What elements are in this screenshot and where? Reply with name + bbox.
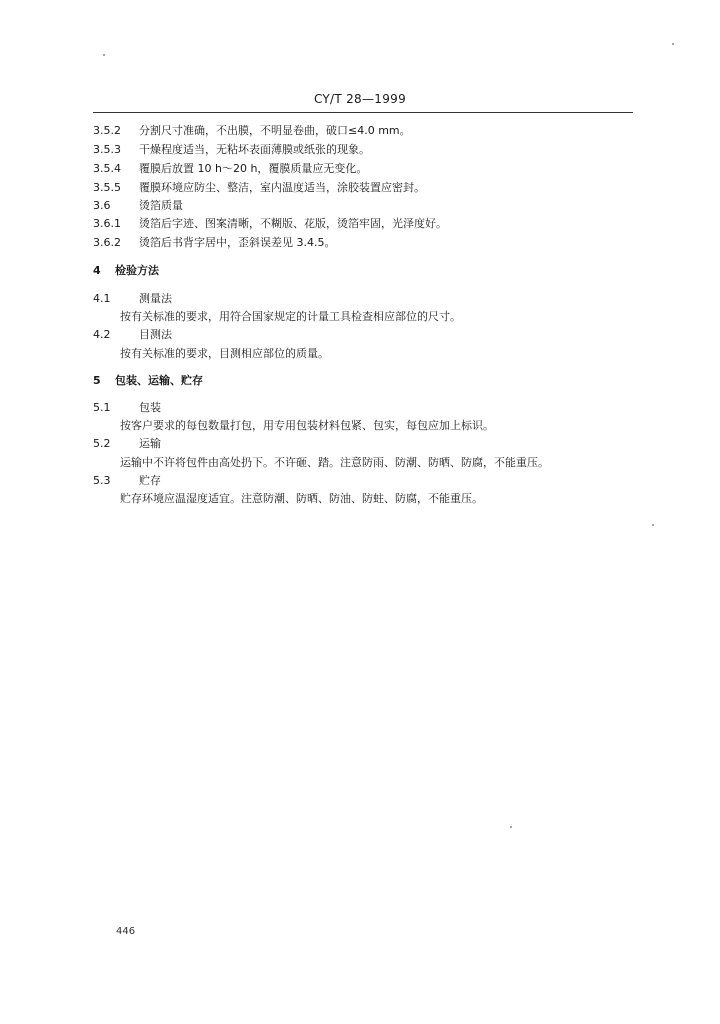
clause-text: 烫箔后字迹、图案清晰，不糊版、花版，烫箔牢固，光泽度好。 [139,217,447,230]
clause-4-1-body: 按有关标准的要求，用符合国家规定的计量工具检查相应部位的尺寸。 [120,310,461,323]
section-title: 检验方法 [115,264,159,277]
clause-number: 4.1 [93,292,111,305]
clause-text: 烫箔质量 [139,199,183,212]
clause-number: 5.1 [93,401,111,414]
clause-5-3-body: 贮存环境应温湿度适宜。注意防潮、防晒、防油、防蛀、防腐，不能重压。 [120,492,483,505]
clause-text: 分割尺寸准确，不出膜，不明显卷曲，破口≤4.0 mm。 [139,124,411,137]
section-number: 4 [93,264,101,277]
clause-text: 覆膜后放置 10 h～20 h，覆膜质量应无变化。 [139,162,368,175]
clause-number: 3.5.4 [93,162,121,175]
clause-4-1-heading [93,292,172,306]
clause-number: 3.6 [93,199,111,212]
clause-5-3-heading [93,474,161,488]
clause-title: 目测法 [139,328,172,341]
clause-3-5-2 [93,124,411,138]
clause-title: 贮存 [139,474,161,487]
clause-number: 3.6.1 [93,217,121,230]
clause-3-5-5 [93,181,425,195]
clause-number: 3.5.2 [93,124,121,137]
clause-5-1-body: 按客户要求的每包数量打包，用专用包装材料包紧、包实，每包应加上标识。 [120,419,494,432]
clause-number: 5.2 [93,437,111,450]
section-number: 5 [93,374,101,387]
scan-speck [510,826,512,828]
clause-3-5-3 [93,143,370,157]
clause-number: 4.2 [93,328,111,341]
clause-number: 3.5.5 [93,181,121,194]
clause-text: 烫箔后书背字居中，歪斜误差见 3.4.5。 [139,236,336,249]
page-number: 446 [116,926,136,937]
clause-title: 测量法 [139,292,172,305]
clause-3-6 [93,199,183,213]
clause-text: 覆膜环境应防尘、整洁，室内温度适当，涂胶装置应密封。 [139,181,425,194]
clause-number: 5.3 [93,474,111,487]
clause-3-6-1 [93,217,447,231]
clause-title: 包装 [139,401,161,414]
scan-speck [672,43,674,45]
clause-4-2-body: 按有关标准的要求，目测相应部位的质量。 [120,347,329,360]
section-4-heading [93,264,159,278]
clause-3-6-2 [93,236,335,250]
clause-title: 运输 [139,437,161,450]
header-rule [93,112,633,113]
scan-speck [103,54,105,56]
clause-5-2-heading [93,437,161,451]
clause-4-2-heading [93,328,172,342]
clause-5-1-heading [93,401,161,415]
page-header: CY/T 28—1999 [313,92,407,106]
section-title: 包装、运输、贮存 [115,374,203,387]
clause-text: 干燥程度适当，无粘坏表面薄膜或纸张的现象。 [139,143,370,156]
clause-number: 3.5.3 [93,143,121,156]
clause-number: 3.6.2 [93,236,121,249]
scan-speck [652,524,654,526]
section-5-heading [93,374,203,388]
clause-5-2-body: 运输中不许将包件由高处扔下。不许砸、踏。注意防雨、防潮、防晒、防腐，不能重压。 [120,456,549,469]
clause-3-5-4 [93,162,367,176]
